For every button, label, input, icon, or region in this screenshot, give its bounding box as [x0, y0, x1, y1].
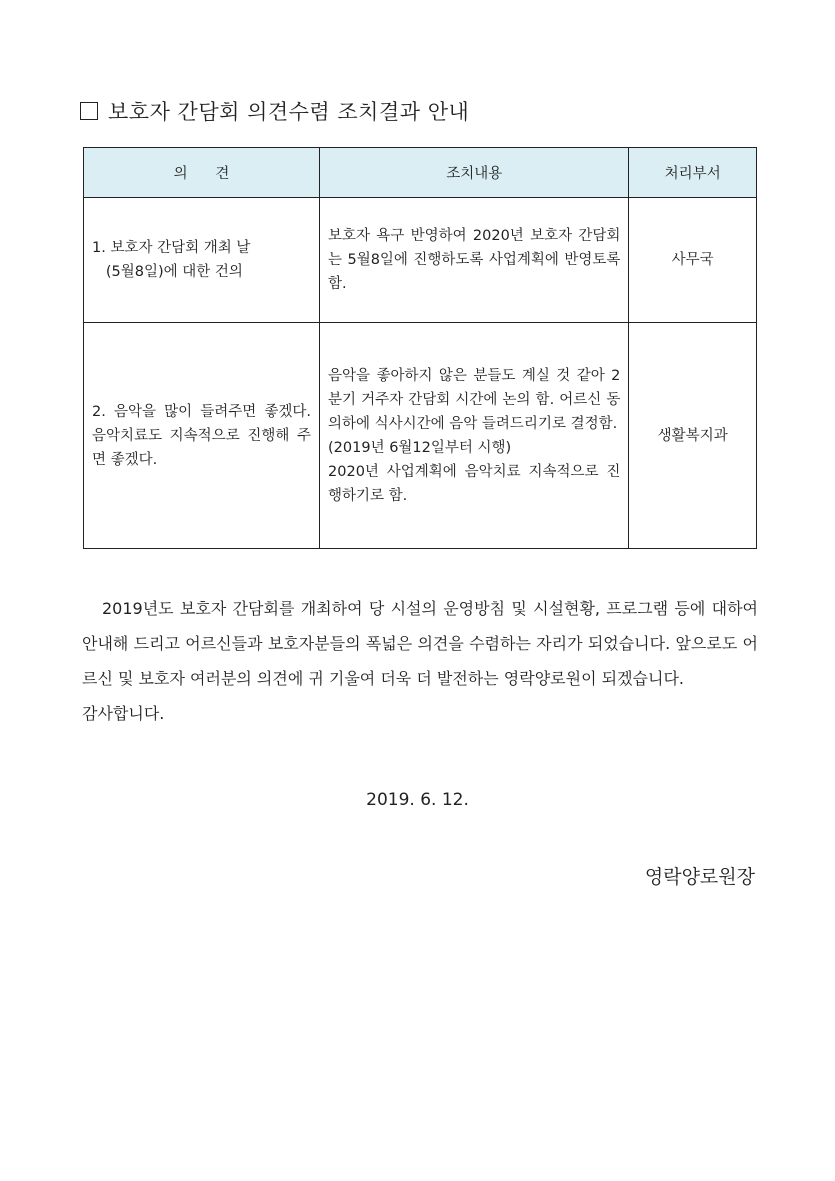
document-date: 2019. 6. 12.: [366, 790, 469, 810]
result-table: [83, 147, 757, 549]
row-action: 음악을 좋아하지 않은 분들도 계실 것 같아 2분기 거주자 간담회 시간에 논의 함. 어르신 동의하에 식사시간에 음악 들려드리기로 결정함. (2019년 6월12일부터 시행) 2020년 사업계획에 음악치료 지속적으로 진행하기로 함.: [320, 323, 629, 549]
header-action: 조치내용: [320, 148, 629, 198]
checkbox-icon: [80, 102, 98, 120]
row-action: 보호자 욕구 반영하여 2020년 보호자 간담회는 5월8일에 진행하도록 사업계획에 반영토록 함.: [320, 198, 629, 323]
signature: 영락양로원장: [644, 866, 755, 888]
document-title: [80, 96, 469, 126]
body-text: [82, 591, 758, 731]
header-opinion: 의 견: [84, 148, 320, 198]
thanks-text: 감사합니다.: [82, 704, 165, 723]
table-header-row: [84, 148, 757, 198]
header-dept: 처리부서: [629, 148, 757, 198]
body-paragraph: 2019년도 보호자 간담회를 개최하여 당 시설의 운영방침 및 시설현황, 프로그램 등에 대하여 안내해 드리고 어르신들과 보호자분들의 폭넓은 의견을 수렴하는 자리가 되었습니다. 앞으로도 어르신 및 보호자 여러분의 의견에 귀 기울여 더욱 더 발전하는 영락양로원이 되겠습니다.: [82, 599, 758, 688]
title-text: 보호자 간담회 의견수렴 조치결과 안내: [108, 100, 470, 124]
row-dept: 사무국: [629, 198, 757, 323]
row-opinion: 1. 보호자 간담회 개최 날 (5월8일)에 대한 건의: [84, 198, 320, 323]
row-opinion: 2. 음악을 많이 들려주면 좋겠다. 음악치료도 지속적으로 진행해 주면 좋겠다.: [84, 323, 320, 549]
table-row: [84, 323, 757, 549]
table-row: [84, 198, 757, 323]
row-dept: 생활복지과: [629, 323, 757, 549]
